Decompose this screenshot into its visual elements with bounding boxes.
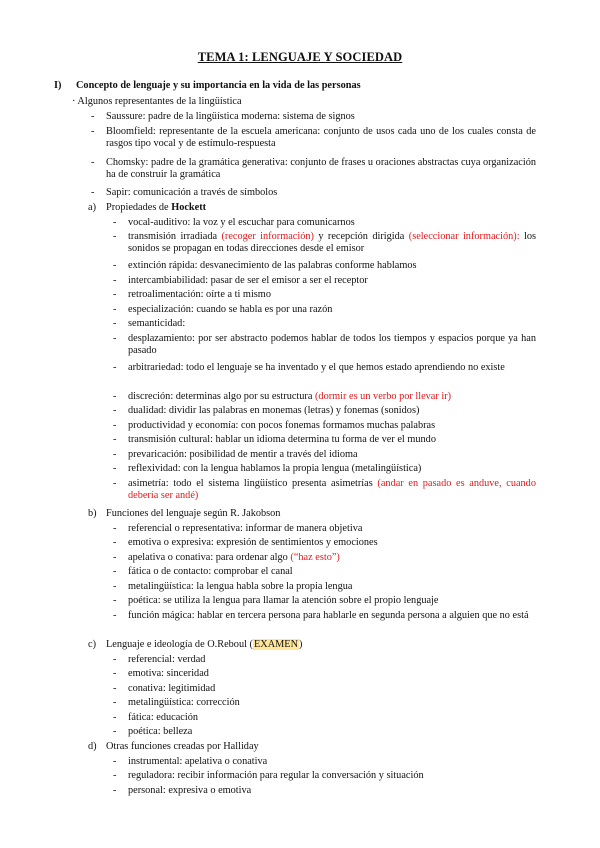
list-item: personal: expresiva o emotiva — [128, 785, 252, 796]
subsection-label: a) — [88, 202, 96, 213]
list-item: fática: educación — [128, 712, 199, 723]
subsection-label: d) — [88, 741, 97, 752]
list-item: vocal-auditivo: la voz y el escuchar para comunicarnos — [128, 217, 355, 228]
list-item: conativa: legitimidad — [128, 683, 216, 694]
list-item: poética: se utiliza la lengua para llamar la atención sobre el propio lenguaje — [128, 595, 439, 606]
list-item: semanticidad: — [128, 318, 186, 329]
list-item: dualidad: dividir las palabras en monemas (letras) y fonemas (sonidos) — [128, 405, 420, 416]
list-item: poética: belleza — [128, 726, 193, 737]
subsection-heading: Propiedades de Hockett — [106, 202, 207, 213]
list-item: Chomsky: padre de la gramática generativa: conjunto de frases u oraciones abstractas cuya organización ha de construir la gramática — [106, 157, 536, 180]
list-item: retroalimentación: oírte a ti mismo — [128, 289, 271, 300]
list-item: intercambiabilidad: pasar de ser el emisor a ser el receptor — [128, 275, 368, 286]
page-title: TEMA 1: LENGUAJE Y SOCIEDAD — [197, 50, 403, 64]
list-item: emotiva: sinceridad — [128, 668, 209, 679]
list-item: especialización: cuando se habla es por una razón — [128, 304, 333, 315]
list-item: productividad y economía: con pocos fonemas formamos muchas palabras — [128, 420, 436, 431]
list-item: metalingüística: la lengua habla sobre la propia lengua — [128, 581, 353, 592]
section-number: I) — [54, 80, 62, 91]
exam-highlight: EXAMEN — [253, 639, 299, 650]
subsection-heading: Funciones del lenguaje según R. Jakobson — [106, 508, 281, 519]
list-item: metalingüística: corrección — [128, 697, 240, 708]
list-item: instrumental: apelativa o conativa — [128, 756, 268, 767]
list-item: Bloomfield: representante de la escuela americana: conjunto de usos cada uno de los cuales consta de rasgos tipo vocal y de estímulo-respuesta — [106, 126, 536, 149]
subsection-heading: Lenguaje e ideología de O.Reboul (EXAMEN) — [106, 639, 303, 650]
subsection-label: c) — [88, 639, 96, 650]
list-item: Sapir: comunicación a través de símbolos — [106, 187, 278, 198]
list-item: referencial o representativa: informar de manera objetiva — [128, 523, 363, 534]
list-item: función mágica: hablar en tercera persona para hablarle en segunda persona a alguien que no está — [128, 610, 529, 621]
list-item: reflexividad: con la lengua hablamos la propia lengua (metalingüística) — [128, 463, 422, 474]
list-item: reguladora: recibir información para regular la conversación y situación — [128, 770, 424, 781]
intro-line: · Algunos representantes de la lingüística — [72, 96, 242, 107]
list-item: apelativa o conativa: para ordenar algo (“haz esto”) — [128, 552, 340, 563]
list-item: arbitrariedad: todo el lenguaje se ha inventado y el que hemos estado aprendiendo no existe — [128, 362, 505, 373]
list-item: asimetría: todo el sistema lingüístico presenta asimetrías (andar en pasado es anduve, cuando debería ser andé) — [128, 478, 536, 501]
section-heading: Concepto de lenguaje y su importancia en la vida de las personas — [76, 80, 361, 91]
list-item: transmisión cultural: hablar un idioma determina tu forma de ver el mundo — [128, 434, 436, 445]
list-item: discreción: determinas algo por su estructura (dormir es un verbo por llevar ir) — [128, 391, 452, 402]
list-item: Saussure: padre de la lingüística moderna: sistema de signos — [106, 111, 355, 122]
list-item: prevaricación: posibilidad de mentir a través del idioma — [128, 449, 358, 460]
subsection-label: b) — [88, 508, 97, 519]
list-item: emotiva o expresiva: expresión de sentimientos y emociones — [128, 537, 378, 548]
document-page: TEMA 1: LENGUAJE Y SOCIEDAD I) Concepto de lenguaje y su importancia en la vida de las personas · Algunos representantes de la lingüística - Saussure: padre de la lingüística moderna: sistema de signos - Bloomfield: representante de la escuela americana: conjunto de usos cada uno de los cuales consta de rasgos tipo vocal y de estímulo-respuesta - Chomsky: padre de la gramática generativa: conjunto de frases u oraciones abstractas cuya organización ha de construir la gramática - Sapir: comunicación a través de símbolos a) Propiedades de Hockett - vocal-auditivo: la voz y el escuchar para comunicarnos - transmisión irradiada (recoger información) y recepción dirigida (seleccionar información): los sonidos se propagan en todas direcciones desde el emisor - extinción rápida: desvanecimiento de las palabras conforme hablamos - intercambiabilidad: pasar de ser el emisor a ser el receptor - retroalimentación: oírte a ti mismo - especialización: cuando se habla es por una razón - semanticidad: - desplazamiento: por ser abstracto podemos hablar de todos los tiempos y espacios porque ya han pasado - arbitrariedad: todo el lenguaje se ha inventado y el que hemos estado aprendiendo no existe - discreción: determinas algo por su estructura (dormir es un verbo por llevar ir) - dualidad: dividir las palabras en monemas (letras) y fonemas (sonidos) - productividad y economía: con pocos fonemas formamos muchas palabras - transmisión cultural: hablar un idioma determina tu forma de ver el mundo - prevaricación: posibilidad de mentir a través del idioma - reflexividad: con la lengua hablamos la propia lengua (metalingüística) - asimetría: todo el sistema lingüístico presenta asimetrías (andar en pasado es anduve, cuando debería ser andé) b) Funciones del lenguaje según R. Jakobson - referencial o representativa: informar de manera objetiva - emotiva o expresiva: expresión de sentimientos y emociones - apelativa o conativa: para ordenar algo (“haz esto”) - fática o de contacto: comprobar el canal - metalingüística: la lengua habla sobre la propia lengua - poética: se utiliza la lengua para llamar la atención sobre el propio lenguaje - función mágica: hablar en tercera persona para hablarle en segunda persona a alguien que no está c) Lenguaje e ideología de O.Reboul (EXAMEN) - referencial: verdad - emotiva: sinceridad - conativa: legitimidad - metalingüística: corrección - fática: educación - poética: belleza d) Otras funciones creadas por Halliday - instrumental: apelativa o conativa - reguladora: recibir información para regular la conversación y situación - personal: expresiva o emotiva — [0, 0, 600, 848]
list-item: fática o de contacto: comprobar el canal — [128, 566, 293, 577]
list-item: desplazamiento: por ser abstracto podemos hablar de todos los tiempos y espacios porque ya han pasado — [128, 333, 536, 356]
list-item: extinción rápida: desvanecimiento de las palabras conforme hablamos — [128, 260, 417, 271]
subsection-heading: Otras funciones creadas por Halliday — [106, 741, 259, 752]
list-item: transmisión irradiada (recoger información) y recepción dirigida (seleccionar información): los sonidos se propagan en todas direcciones desde el emisor — [128, 231, 536, 254]
list-item: referencial: verdad — [128, 654, 206, 665]
